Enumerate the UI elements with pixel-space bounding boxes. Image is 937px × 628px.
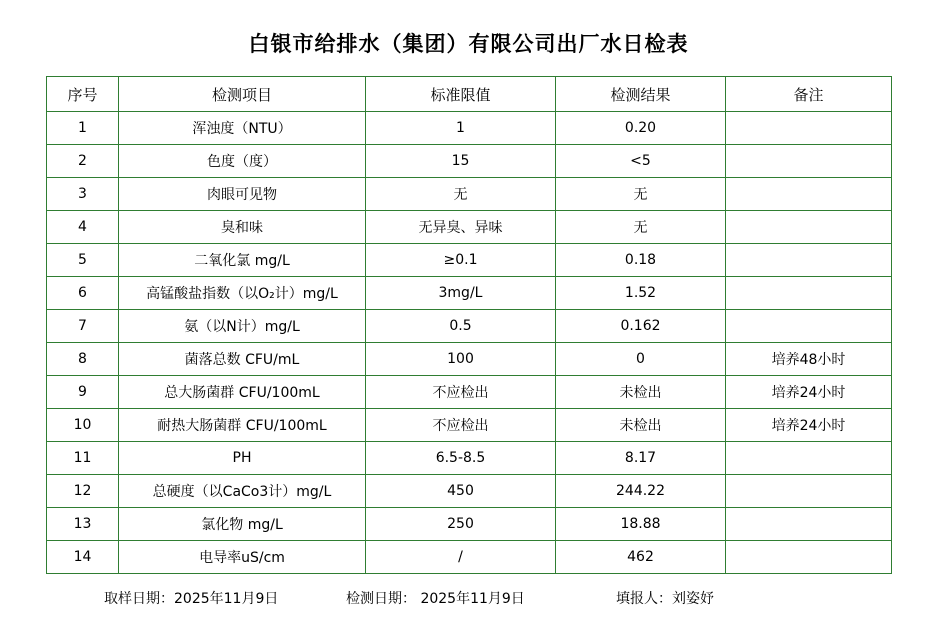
cell-item: 臭和味 [119, 211, 366, 244]
cell-result: 8.17 [556, 442, 726, 475]
cell-note [726, 145, 892, 178]
cell-no: 11 [47, 442, 119, 475]
table-row [47, 508, 892, 541]
cell-item: 总硬度（以CaCo3计）mg/L [119, 475, 366, 508]
cell-standard: 0.5 [366, 310, 556, 343]
cell-no: 12 [47, 475, 119, 508]
cell-result: 244.22 [556, 475, 726, 508]
water-quality-table [46, 76, 892, 574]
page-title: 白银市给排水（集团）有限公司出厂水日检表 [248, 32, 689, 56]
cell-result: 0.18 [556, 244, 726, 277]
column-header-result: 检测结果 [556, 77, 726, 112]
cell-item: 氯化物 mg/L [119, 508, 366, 541]
cell-result: 0.20 [556, 112, 726, 145]
cell-note [726, 211, 892, 244]
table-row [47, 376, 892, 409]
table-row [47, 211, 892, 244]
table-row [47, 343, 892, 376]
cell-standard: 无异臭、异味 [366, 211, 556, 244]
column-header-note: 备注 [726, 77, 892, 112]
sampling-date: 取样日期：2025年11月9日 [104, 591, 279, 607]
cell-standard: 6.5-8.5 [366, 442, 556, 475]
cell-note: 培养48小时 [726, 343, 892, 376]
cell-note: 培养24小时 [726, 409, 892, 442]
table-row [47, 310, 892, 343]
cell-result: 462 [556, 541, 726, 574]
cell-standard: 15 [366, 145, 556, 178]
cell-item: 色度（度） [119, 145, 366, 178]
table-row [47, 277, 892, 310]
cell-note [726, 508, 892, 541]
cell-result: 未检出 [556, 376, 726, 409]
table-row [47, 409, 892, 442]
cell-item: 电导率uS/cm [119, 541, 366, 574]
cell-standard: 无 [366, 178, 556, 211]
reporter: 填报人：刘姿妤 [616, 591, 714, 607]
cell-note [726, 475, 892, 508]
cell-no: 13 [47, 508, 119, 541]
cell-standard: 1 [366, 112, 556, 145]
cell-item: PH [119, 442, 366, 475]
cell-no: 1 [47, 112, 119, 145]
cell-item: 肉眼可见物 [119, 178, 366, 211]
cell-standard: 100 [366, 343, 556, 376]
table-row [47, 475, 892, 508]
cell-result: 无 [556, 178, 726, 211]
test-date: 检测日期： 2025年11月9日 [346, 591, 525, 607]
cell-note [726, 178, 892, 211]
column-header-no: 序号 [47, 77, 119, 112]
cell-standard: 不应检出 [366, 409, 556, 442]
column-header-item: 检测项目 [119, 77, 366, 112]
cell-no: 5 [47, 244, 119, 277]
footer [0, 574, 937, 608]
table-body [47, 112, 892, 574]
cell-result: 18.88 [556, 508, 726, 541]
cell-no: 7 [47, 310, 119, 343]
cell-note [726, 442, 892, 475]
cell-standard: ≥0.1 [366, 244, 556, 277]
table-row [47, 178, 892, 211]
cell-note [726, 541, 892, 574]
cell-result: 无 [556, 211, 726, 244]
cell-note [726, 310, 892, 343]
cell-standard: 450 [366, 475, 556, 508]
cell-item: 高锰酸盐指数（以O₂计）mg/L [119, 277, 366, 310]
cell-item: 氨（以N计）mg/L [119, 310, 366, 343]
cell-standard: 3mg/L [366, 277, 556, 310]
cell-no: 6 [47, 277, 119, 310]
cell-item: 二氧化氯 mg/L [119, 244, 366, 277]
cell-result: 1.52 [556, 277, 726, 310]
cell-note [726, 112, 892, 145]
table-row [47, 112, 892, 145]
table-row [47, 541, 892, 574]
cell-result: 0 [556, 343, 726, 376]
table-row [47, 442, 892, 475]
cell-result: 0.162 [556, 310, 726, 343]
cell-result: 未检出 [556, 409, 726, 442]
cell-no: 2 [47, 145, 119, 178]
cell-no: 4 [47, 211, 119, 244]
cell-no: 9 [47, 376, 119, 409]
cell-no: 10 [47, 409, 119, 442]
cell-no: 3 [47, 178, 119, 211]
table-header [47, 77, 892, 112]
table-row [47, 244, 892, 277]
cell-standard: 250 [366, 508, 556, 541]
table-header-row [47, 77, 892, 112]
cell-note [726, 277, 892, 310]
cell-result: <5 [556, 145, 726, 178]
cell-item: 耐热大肠菌群 CFU/100mL [119, 409, 366, 442]
cell-note: 培养24小时 [726, 376, 892, 409]
cell-item: 浑浊度（NTU） [119, 112, 366, 145]
column-header-standard: 标准限值 [366, 77, 556, 112]
cell-item: 总大肠菌群 CFU/100mL [119, 376, 366, 409]
table-container [0, 76, 937, 574]
cell-standard: 不应检出 [366, 376, 556, 409]
cell-note [726, 244, 892, 277]
cell-standard: / [366, 541, 556, 574]
cell-no: 8 [47, 343, 119, 376]
cell-no: 14 [47, 541, 119, 574]
cell-item: 菌落总数 CFU/mL [119, 343, 366, 376]
table-row [47, 145, 892, 178]
